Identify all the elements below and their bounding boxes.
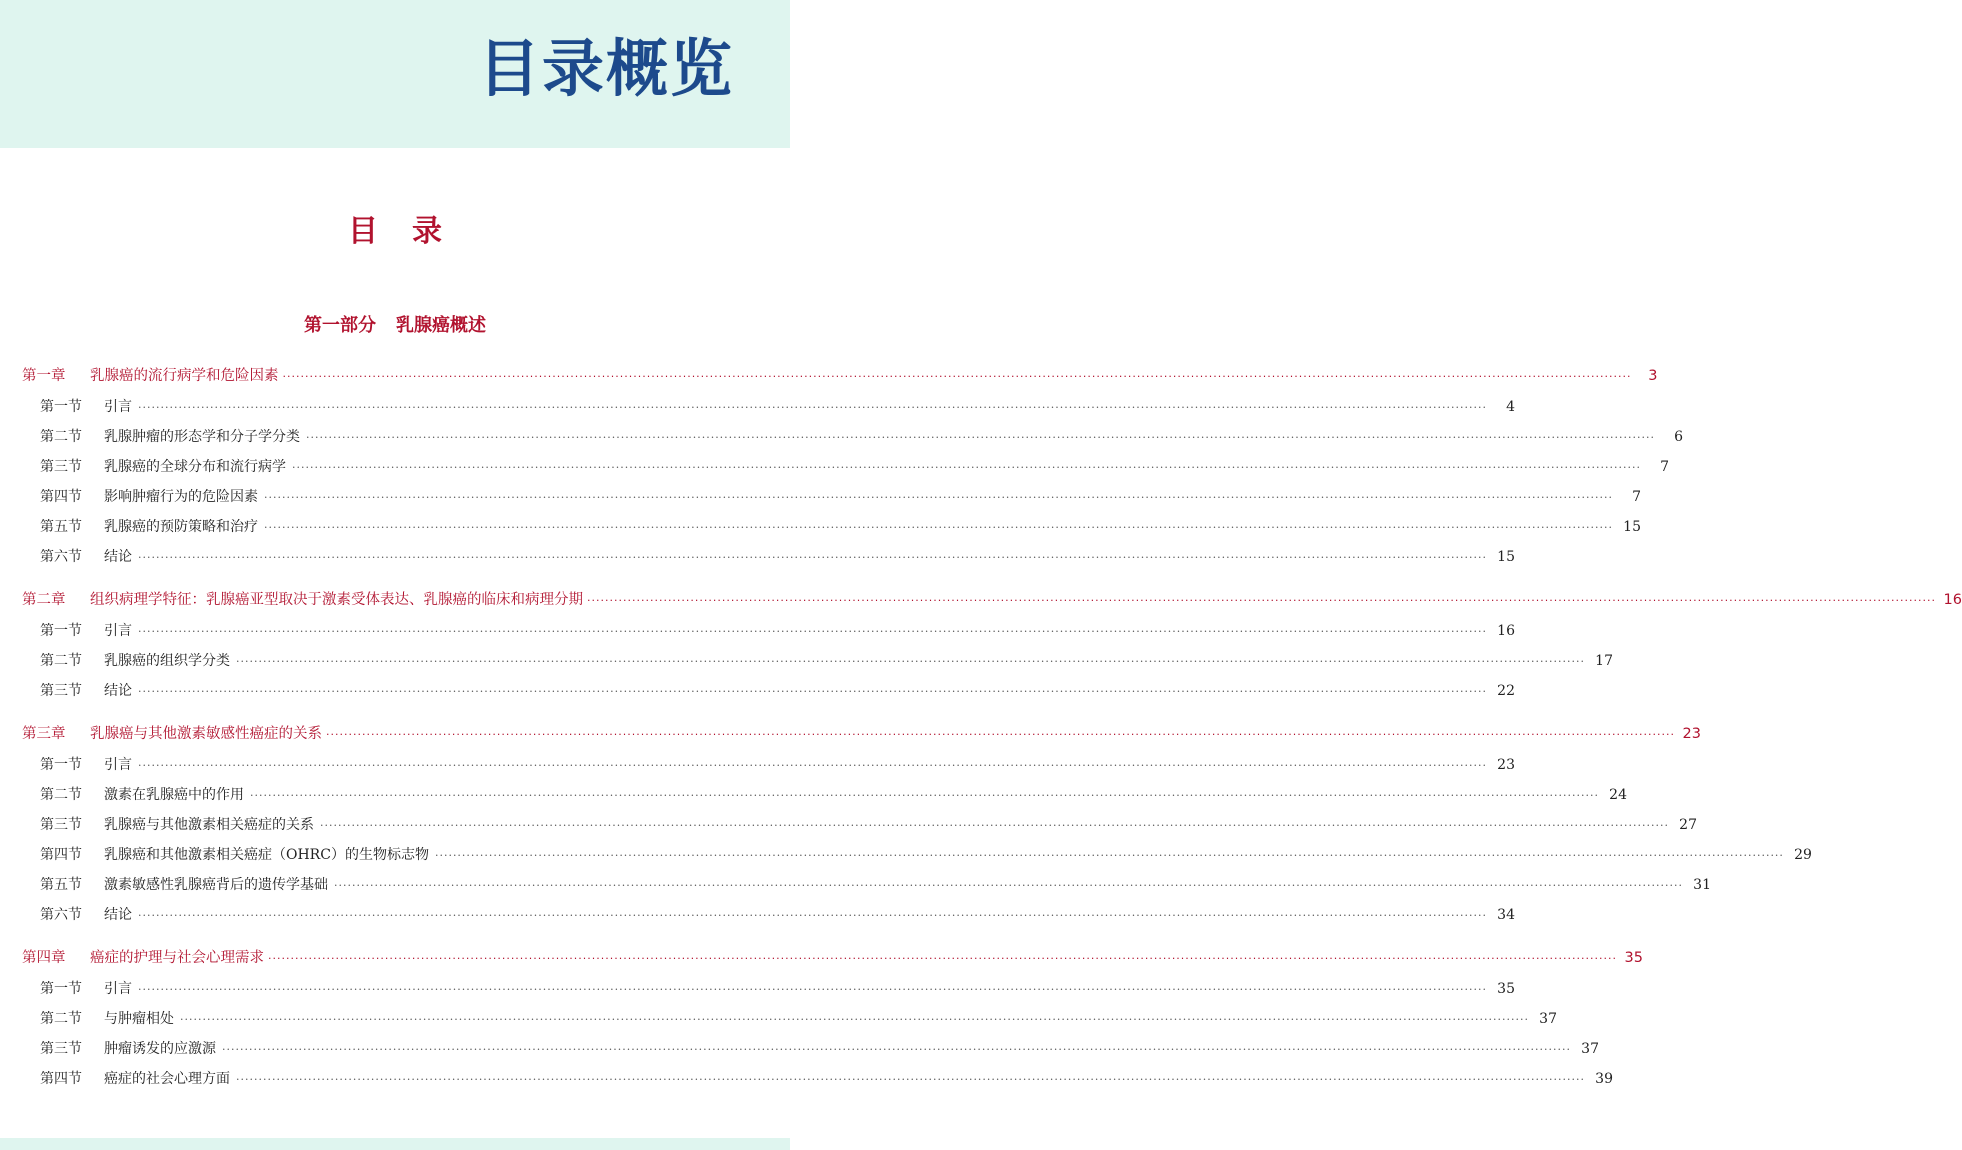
leader-dots: ············································································································································································································································································································ — [138, 983, 1487, 996]
leader-dots: ············································································································································································································································································································ — [320, 819, 1669, 832]
chapter-title: 乳腺癌与其他激素敏感性癌症的关系 — [90, 726, 322, 742]
section-number: 第二节 — [40, 1011, 82, 1027]
chapter-number: 第四章 — [22, 950, 66, 966]
page-number: 27 — [1679, 817, 1697, 833]
section-title: 结论 — [104, 907, 132, 923]
section-number: 第二节 — [40, 653, 82, 669]
leader-dots: ············································································································································································································································································································ — [138, 909, 1487, 922]
section-entry[interactable] — [22, 616, 1515, 646]
section-entry[interactable] — [22, 750, 1515, 780]
page-number: 35 — [1624, 950, 1643, 966]
section-title: 结论 — [104, 683, 132, 699]
page-number: 31 — [1693, 877, 1711, 893]
section-title: 乳腺癌与其他激素相关癌症的关系 — [104, 817, 314, 833]
chapter-entry[interactable] — [22, 942, 1643, 974]
section-number: 第三节 — [40, 683, 82, 699]
section-number: 第四节 — [40, 1071, 82, 1087]
section-entry[interactable] — [22, 422, 1683, 452]
section-title: 影响肿瘤行为的危险因素 — [104, 489, 258, 505]
section-entry[interactable] — [22, 870, 1711, 900]
section-title: 引言 — [104, 399, 132, 415]
page-number: 15 — [1623, 519, 1641, 535]
leader-dots: ············································································································································································································································································································ — [264, 491, 1613, 504]
chapter-title: 组织病理学特征：乳腺癌亚型取决于激素受体表达、乳腺癌的临床和病理分期 — [90, 592, 583, 608]
chapter-entry[interactable] — [22, 718, 1701, 750]
section-title: 肿瘤诱发的应激源 — [104, 1041, 216, 1057]
page-number: 37 — [1539, 1011, 1557, 1027]
section-number: 第六节 — [40, 907, 82, 923]
chapter-title: 癌症的护理与社会心理需求 — [90, 950, 264, 966]
page-number: 4 — [1506, 399, 1515, 415]
section-title: 癌症的社会心理方面 — [104, 1071, 230, 1087]
page-number: 15 — [1497, 549, 1515, 565]
section-number: 第六节 — [40, 549, 82, 565]
chapter-number: 第二章 — [22, 592, 66, 608]
part-number: 第一部分 — [304, 315, 376, 336]
page-number: 34 — [1497, 907, 1515, 923]
page-number: 23 — [1682, 726, 1701, 742]
section-title: 引言 — [104, 757, 132, 773]
section-entry[interactable] — [22, 392, 1515, 422]
section-entry[interactable] — [22, 512, 1641, 542]
page-number: 17 — [1595, 653, 1613, 669]
section-title: 乳腺癌的全球分布和流行病学 — [104, 459, 286, 475]
leader-dots: ············································································································································································································································································································ — [334, 879, 1683, 892]
leader-dots: ············································································································································································································································································································ — [292, 461, 1641, 474]
leader-dots: ············································································································································································································································································································ — [268, 952, 1617, 965]
leader-dots: ············································································································································································································································································································ — [138, 759, 1487, 772]
section-entry[interactable] — [22, 676, 1515, 706]
section-number: 第四节 — [40, 489, 82, 505]
page-number: 35 — [1497, 981, 1515, 997]
leader-dots: ············································································································································································································································································································ — [138, 685, 1487, 698]
chapter-entry[interactable] — [22, 584, 1962, 616]
chapter-entry[interactable] — [22, 360, 1658, 392]
leader-dots: ············································································································································································································································································································ — [138, 401, 1487, 414]
section-title: 与肿瘤相处 — [104, 1011, 174, 1027]
section-entry[interactable] — [22, 452, 1669, 482]
section-number: 第四节 — [40, 847, 82, 863]
page-number: 7 — [1632, 489, 1641, 505]
page-number: 23 — [1497, 757, 1515, 773]
section-title: 激素敏感性乳腺癌背后的遗传学基础 — [104, 877, 328, 893]
section-entry[interactable] — [22, 840, 1812, 870]
footer-band — [0, 1138, 790, 1150]
leader-dots: ············································································································································································································································································································ — [264, 521, 1613, 534]
section-number: 第一节 — [40, 399, 82, 415]
section-number: 第三节 — [40, 817, 82, 833]
page-number: 16 — [1943, 592, 1962, 608]
section-title: 结论 — [104, 549, 132, 565]
page-number: 37 — [1581, 1041, 1599, 1057]
leader-dots: ············································································································································································································································································································ — [236, 1073, 1585, 1086]
section-entry[interactable] — [22, 1034, 1599, 1064]
leader-dots: ············································································································································································································································································································ — [138, 551, 1487, 564]
section-title: 引言 — [104, 623, 132, 639]
section-title: 乳腺癌的预防策略和治疗 — [104, 519, 258, 535]
page-number: 29 — [1794, 847, 1812, 863]
chapter-title: 乳腺癌的流行病学和危险因素 — [90, 368, 279, 384]
section-entry[interactable] — [22, 900, 1515, 930]
leader-dots: ············································································································································································································································································································ — [587, 594, 1936, 607]
section-number: 第一节 — [40, 757, 82, 773]
section-number: 第三节 — [40, 459, 82, 475]
section-title: 激素在乳腺癌中的作用 — [104, 787, 244, 803]
toc-title: 目录 — [348, 214, 476, 249]
chapter-number: 第一章 — [22, 368, 66, 384]
leader-dots: ············································································································································································································································································································ — [222, 1043, 1571, 1056]
leader-dots: ············································································································································································································································································································ — [250, 789, 1599, 802]
page-number: 3 — [1648, 368, 1658, 384]
page-number: 6 — [1674, 429, 1683, 445]
leader-dots: ············································································································································································································································································································ — [326, 728, 1675, 741]
section-entry[interactable] — [22, 974, 1515, 1004]
page-number: 39 — [1595, 1071, 1613, 1087]
page-number: 24 — [1609, 787, 1627, 803]
section-number: 第五节 — [40, 877, 82, 893]
section-entry[interactable] — [22, 1004, 1557, 1034]
page-number: 16 — [1497, 623, 1515, 639]
section-number: 第三节 — [40, 1041, 82, 1057]
section-entry[interactable] — [22, 646, 1613, 676]
section-entry[interactable] — [22, 542, 1515, 572]
section-number: 第二节 — [40, 429, 82, 445]
leader-dots: ············································································································································································································································································································ — [236, 655, 1585, 668]
section-title: 乳腺癌和其他激素相关癌症（OHRC）的生物标志物 — [104, 847, 429, 863]
section-title: 乳腺肿瘤的形态学和分子学分类 — [104, 429, 300, 445]
leader-dots: ············································································································································································································································································································ — [282, 370, 1632, 383]
leader-dots: ············································································································································································································································································································ — [180, 1013, 1529, 1026]
section-entry[interactable] — [22, 482, 1641, 512]
leader-dots: ············································································································································································································································································································ — [434, 849, 1784, 862]
section-number: 第一节 — [40, 623, 82, 639]
chapter-number: 第三章 — [22, 726, 66, 742]
section-entry[interactable] — [22, 810, 1697, 840]
section-title: 乳腺癌的组织学分类 — [104, 653, 230, 669]
section-entry[interactable] — [22, 1064, 1613, 1094]
part-heading — [0, 311, 790, 337]
section-number: 第一节 — [40, 981, 82, 997]
section-number: 第五节 — [40, 519, 82, 535]
leader-dots: ············································································································································································································································································································ — [138, 625, 1487, 638]
section-title: 引言 — [104, 981, 132, 997]
table-of-contents — [22, 360, 1962, 1094]
header-banner — [0, 0, 790, 148]
page-number: 7 — [1660, 459, 1669, 475]
section-number: 第二节 — [40, 787, 82, 803]
banner-title: 目录概览 — [477, 32, 734, 105]
leader-dots: ············································································································································································································································································································ — [306, 431, 1655, 444]
section-entry[interactable] — [22, 780, 1627, 810]
page-number: 22 — [1497, 683, 1515, 699]
part-title: 乳腺癌概述 — [396, 315, 486, 336]
